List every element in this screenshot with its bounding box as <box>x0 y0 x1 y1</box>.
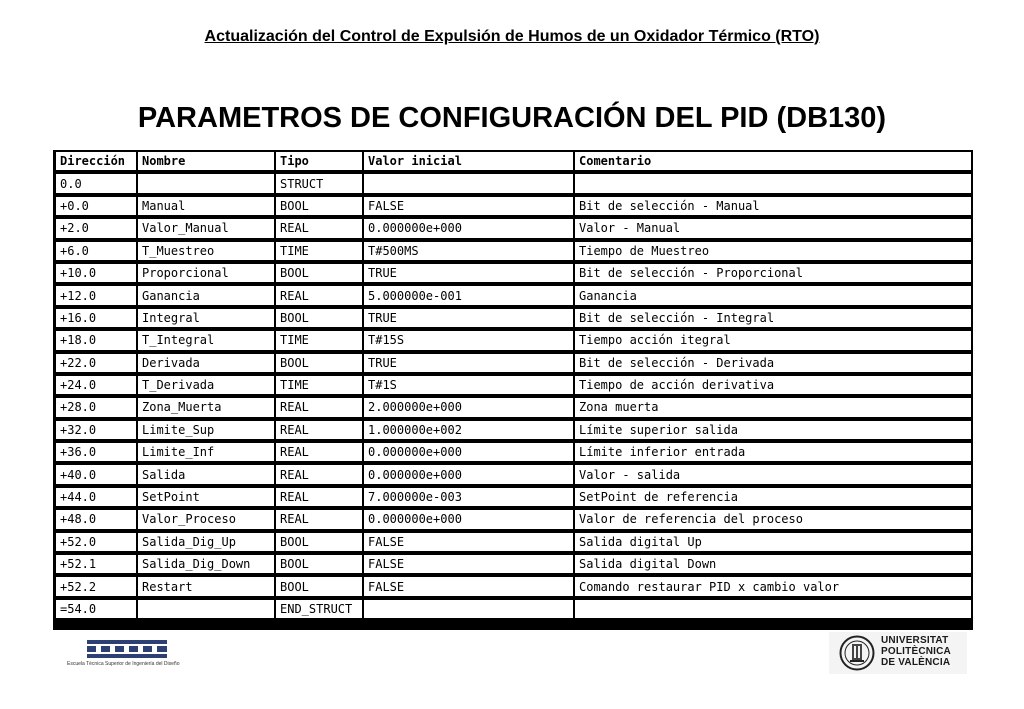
cell-comentario: Valor de referencia del proceso <box>573 510 973 528</box>
cell-valor-inicial: T#1S <box>362 376 573 394</box>
cell-valor-inicial: 5.000000e-001 <box>362 286 573 304</box>
cell-nombre: Salida_Dig_Up <box>136 533 274 551</box>
table-row <box>53 421 973 439</box>
document-subtitle: Actualización del Control de Expulsión de Humos de un Oxidador Térmico (RTO) <box>204 28 820 45</box>
cell-direccion: +10.0 <box>53 264 136 282</box>
cell-tipo: BOOL <box>274 264 362 282</box>
cell-valor-inicial: T#15S <box>362 331 573 349</box>
cell-valor-inicial: 2.000000e+000 <box>362 398 573 416</box>
cell-comentario: SetPoint de referencia <box>573 488 973 506</box>
cell-nombre <box>136 600 274 618</box>
cell-direccion: +52.0 <box>53 533 136 551</box>
cell-direccion: +44.0 <box>53 488 136 506</box>
cell-tipo: REAL <box>274 219 362 237</box>
cell-tipo: BOOL <box>274 577 362 595</box>
cell-tipo: BOOL <box>274 309 362 327</box>
etsid-logo-caption: Escuela Técnica Superior de Ingeniería del Diseño <box>67 661 180 667</box>
cell-tipo: TIME <box>274 376 362 394</box>
cell-comentario: Ganancia <box>573 286 973 304</box>
upv-logo-name <box>881 635 967 668</box>
cell-comentario: Zona muerta <box>573 398 973 416</box>
cell-nombre <box>136 174 274 192</box>
table-row <box>53 555 973 573</box>
db-parameters-table <box>53 150 973 622</box>
column-header-valor-inicial: Valor inicial <box>362 152 573 170</box>
db-table-container <box>53 150 973 630</box>
table-row <box>53 197 973 215</box>
cell-nombre: Valor_Proceso <box>136 510 274 528</box>
cell-direccion: +32.0 <box>53 421 136 439</box>
cell-nombre: T_Muestreo <box>136 242 274 260</box>
table-row <box>53 510 973 528</box>
table-row <box>53 577 973 595</box>
cell-nombre: T_Derivada <box>136 376 274 394</box>
upv-logo-line-2: POLITÈCNICA <box>881 646 951 657</box>
table-row <box>53 488 973 506</box>
cell-comentario: Bit de selección - Manual <box>573 197 973 215</box>
cell-direccion: +52.2 <box>53 577 136 595</box>
cell-direccion: +2.0 <box>53 219 136 237</box>
cell-tipo: BOOL <box>274 555 362 573</box>
cell-comentario: Tiempo de Muestreo <box>573 242 973 260</box>
column-header-direccion: Dirección <box>53 152 136 170</box>
cell-valor-inicial: FALSE <box>362 533 573 551</box>
cell-valor-inicial: TRUE <box>362 309 573 327</box>
cell-nombre: Ganancia <box>136 286 274 304</box>
column-header-comentario: Comentario <box>573 152 973 170</box>
cell-direccion: +12.0 <box>53 286 136 304</box>
cell-valor-inicial: 1.000000e+002 <box>362 421 573 439</box>
table-header-row <box>53 152 973 170</box>
cell-nombre: SetPoint <box>136 488 274 506</box>
cell-nombre: Manual <box>136 197 274 215</box>
cell-direccion: +52.1 <box>53 555 136 573</box>
table-row <box>53 264 973 282</box>
table-row <box>53 219 973 237</box>
cell-comentario <box>573 174 973 192</box>
cell-nombre: T_Integral <box>136 331 274 349</box>
cell-tipo: STRUCT <box>274 174 362 192</box>
cell-valor-inicial: FALSE <box>362 197 573 215</box>
table-row <box>53 376 973 394</box>
cell-nombre: Integral <box>136 309 274 327</box>
cell-valor-inicial: TRUE <box>362 354 573 372</box>
table-row <box>53 286 973 304</box>
cell-valor-inicial: 0.000000e+000 <box>362 443 573 461</box>
cell-direccion: +22.0 <box>53 354 136 372</box>
cell-tipo: TIME <box>274 242 362 260</box>
cell-tipo: BOOL <box>274 197 362 215</box>
column-header-nombre: Nombre <box>136 152 274 170</box>
table-row <box>53 174 973 192</box>
cell-valor-inicial: T#500MS <box>362 242 573 260</box>
cell-direccion: +36.0 <box>53 443 136 461</box>
upv-logo <box>829 632 967 674</box>
cell-tipo: TIME <box>274 331 362 349</box>
cell-comentario: Límite superior salida <box>573 421 973 439</box>
table-row <box>53 465 973 483</box>
cell-direccion: +0.0 <box>53 197 136 215</box>
cell-direccion: +40.0 <box>53 465 136 483</box>
cell-nombre: Zona_Muerta <box>136 398 274 416</box>
cell-tipo: END_STRUCT <box>274 600 362 618</box>
cell-comentario: Salida digital Up <box>573 533 973 551</box>
cell-direccion: +16.0 <box>53 309 136 327</box>
cell-tipo: REAL <box>274 443 362 461</box>
etsid-logo-icon <box>87 640 167 660</box>
cell-comentario <box>573 600 973 618</box>
cell-nombre: Restart <box>136 577 274 595</box>
upv-seal-icon <box>839 635 875 671</box>
table-row <box>53 443 973 461</box>
cell-tipo: BOOL <box>274 354 362 372</box>
cell-nombre: Derivada <box>136 354 274 372</box>
cell-comentario: Comando restaurar PID x cambio valor <box>573 577 973 595</box>
cell-direccion: +48.0 <box>53 510 136 528</box>
cell-valor-inicial: FALSE <box>362 555 573 573</box>
cell-comentario: Valor - Manual <box>573 219 973 237</box>
etsid-logo <box>67 640 185 670</box>
cell-tipo: BOOL <box>274 533 362 551</box>
cell-valor-inicial: 0.000000e+000 <box>362 219 573 237</box>
cell-nombre: Limite_Sup <box>136 421 274 439</box>
cell-nombre: Salida_Dig_Down <box>136 555 274 573</box>
page-title: PARAMETROS DE CONFIGURACIÓN DEL PID (DB130) <box>137 102 887 134</box>
table-row <box>53 331 973 349</box>
cell-valor-inicial <box>362 174 573 192</box>
cell-direccion: +6.0 <box>53 242 136 260</box>
cell-tipo: REAL <box>274 398 362 416</box>
cell-tipo: REAL <box>274 510 362 528</box>
cell-tipo: REAL <box>274 421 362 439</box>
cell-tipo: REAL <box>274 465 362 483</box>
cell-direccion: +24.0 <box>53 376 136 394</box>
cell-nombre: Valor_Manual <box>136 219 274 237</box>
cell-tipo: REAL <box>274 488 362 506</box>
cell-comentario: Bit de selección - Integral <box>573 309 973 327</box>
cell-valor-inicial <box>362 600 573 618</box>
cell-comentario: Valor - salida <box>573 465 973 483</box>
table-row <box>53 600 973 618</box>
cell-comentario: Tiempo de acción derivativa <box>573 376 973 394</box>
column-header-tipo: Tipo <box>274 152 362 170</box>
cell-nombre: Limite_Inf <box>136 443 274 461</box>
table-row <box>53 398 973 416</box>
cell-direccion: =54.0 <box>53 600 136 618</box>
cell-valor-inicial: TRUE <box>362 264 573 282</box>
table-row <box>53 242 973 260</box>
table-row <box>53 533 973 551</box>
cell-nombre: Salida <box>136 465 274 483</box>
table-row <box>53 309 973 327</box>
upv-logo-line-3: DE VALÈNCIA <box>881 657 951 668</box>
cell-valor-inicial: 7.000000e-003 <box>362 488 573 506</box>
cell-direccion: 0.0 <box>53 174 136 192</box>
cell-comentario: Límite inferior entrada <box>573 443 973 461</box>
cell-direccion: +28.0 <box>53 398 136 416</box>
cell-valor-inicial: 0.000000e+000 <box>362 465 573 483</box>
upv-logo-line-1: UNIVERSITAT <box>881 635 949 646</box>
cell-tipo: REAL <box>274 286 362 304</box>
cell-comentario: Bit de selección - Proporcional <box>573 264 973 282</box>
cell-comentario: Tiempo acción itegral <box>573 331 973 349</box>
cell-valor-inicial: 0.000000e+000 <box>362 510 573 528</box>
table-row <box>53 354 973 372</box>
cell-comentario: Salida digital Down <box>573 555 973 573</box>
cell-nombre: Proporcional <box>136 264 274 282</box>
cell-comentario: Bit de selección - Derivada <box>573 354 973 372</box>
table-body <box>53 174 973 618</box>
cell-valor-inicial: FALSE <box>362 577 573 595</box>
cell-direccion: +18.0 <box>53 331 136 349</box>
